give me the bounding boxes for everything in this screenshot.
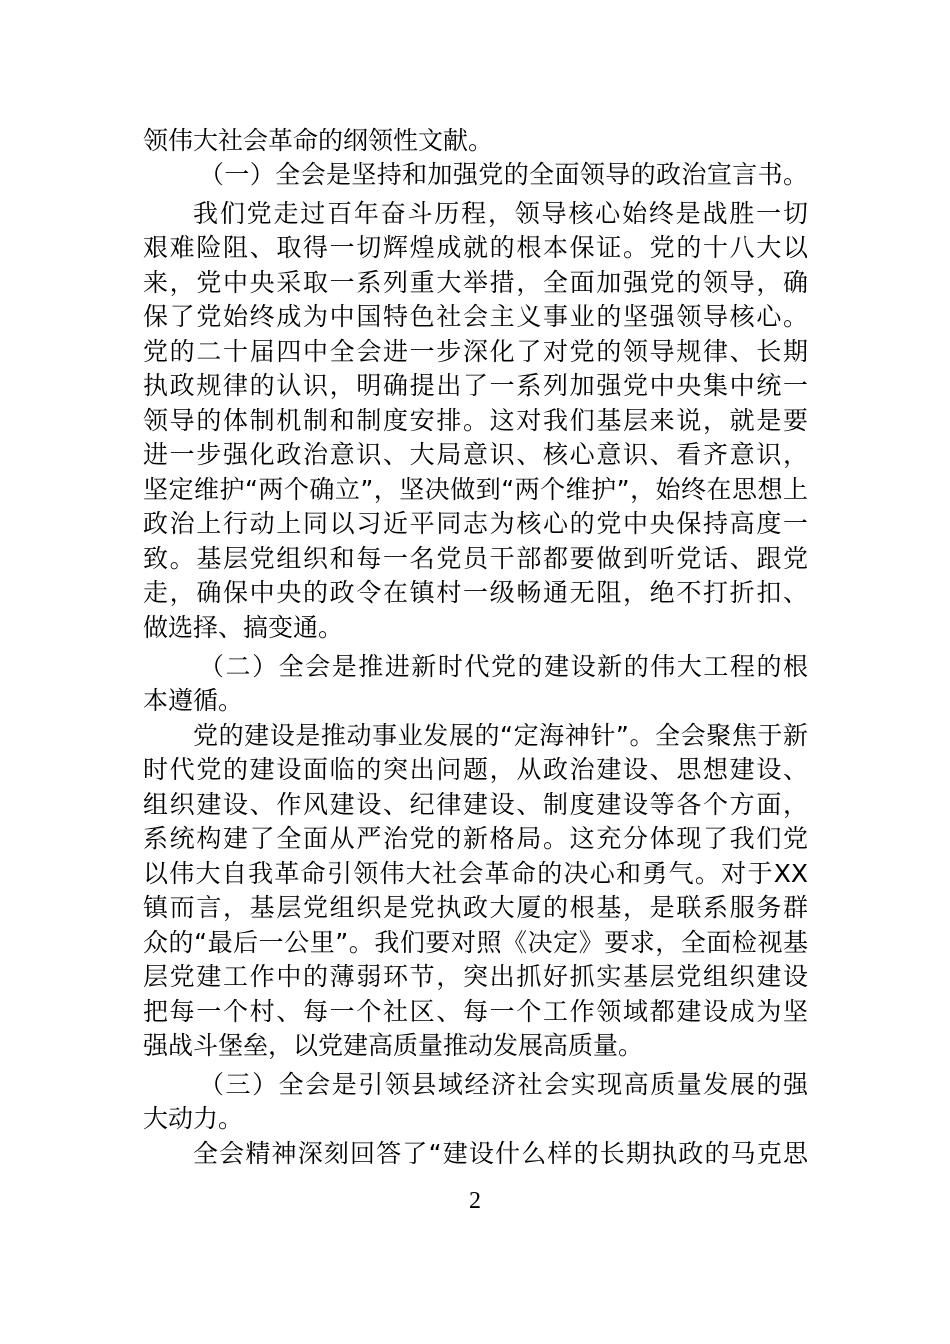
paragraph-start: 全会精神深刻回答了“建设什么样的长期执政的马克思 — [193, 1139, 808, 1168]
text-line: 政治上行动上同以习近平同志为核心的党中央保持高度一 — [143, 509, 808, 538]
section-heading-3-cont: 大动力。 — [143, 1104, 244, 1133]
text-line: 系统构建了全面从严治党的新格局。这充分体现了我们党 — [143, 824, 808, 853]
text-line: 镇而言，基层党组织是党执政大厦的根基，是联系服务群 — [143, 893, 808, 922]
text-line: 领导的体制机制和制度安排。这对我们基层来说，就是要 — [143, 406, 808, 435]
text-line: 走，确保中央的政令在镇村一级畅通无阻，绝不打折扣、 — [143, 578, 808, 607]
text-line: 党的二十届四中全会进一步深化了对党的领导规律、长期 — [143, 337, 808, 366]
text-line: 把每一个村、每一个社区、每一个工作领域都建设成为坚 — [143, 997, 808, 1026]
section-heading-2-cont: 本遵循。 — [143, 686, 244, 715]
text-line: 时代党的建设面临的突出问题，从政治建设、思想建设、 — [143, 755, 808, 784]
text-line: 致。基层党组织和每一名党员干部都要做到听党话、跟党 — [143, 544, 808, 573]
paragraph-start: 党的建设是推动事业发展的“定海神针”。全会聚焦于新 — [193, 721, 808, 750]
paragraph-start: 我们党走过百年奋斗历程，领导核心始终是战胜一切 — [193, 199, 808, 228]
text-line: 做选择、搞变通。 — [143, 613, 344, 642]
text-line: 保了党始终成为中国特色社会主义事业的坚强领导核心。 — [143, 302, 808, 331]
text-line: 组织建设、作风建设、纪律建设、制度建设等各个方面， — [143, 790, 808, 819]
section-heading-2: （二）全会是推进新时代党的建设新的伟大工程的根 — [199, 652, 808, 681]
text-line: 坚定维护“两个确立”，坚决做到“两个维护”，始终在思想上 — [143, 475, 808, 504]
text-line: 强战斗堡垒，以党建高质量推动发展高质量。 — [143, 1031, 644, 1060]
text-line: 以伟大自我革命引领伟大社会革命的决心和勇气。对于XX — [143, 859, 808, 888]
text-line: 众的“最后一公里”。我们要对照《决定》要求，全面检视基 — [143, 928, 808, 957]
text-line: 层党建工作中的薄弱环节，突出抓好抓实基层党组织建设 — [143, 962, 808, 991]
page-number: 2 — [469, 1188, 481, 1214]
text-line: 进一步强化政治意识、大局意识、核心意识、看齐意识， — [143, 440, 808, 469]
text-line: 执政规律的认识，明确提出了一系列加强党中央集中统一 — [143, 371, 808, 400]
text-line: 艰难险阻、取得一切辉煌成就的根本保证。党的十八大以 — [143, 233, 808, 262]
text-line: 来，党中央采取一系列重大举措，全面加强党的领导，确 — [143, 268, 808, 297]
section-heading-3: （三）全会是引领县域经济社会实现高质量发展的强 — [199, 1070, 808, 1099]
section-heading-1: （一）全会是坚持和加强党的全面领导的政治宣言书。 — [199, 160, 808, 189]
text-line: 领伟大社会革命的纲领性文献。 — [143, 126, 494, 155]
